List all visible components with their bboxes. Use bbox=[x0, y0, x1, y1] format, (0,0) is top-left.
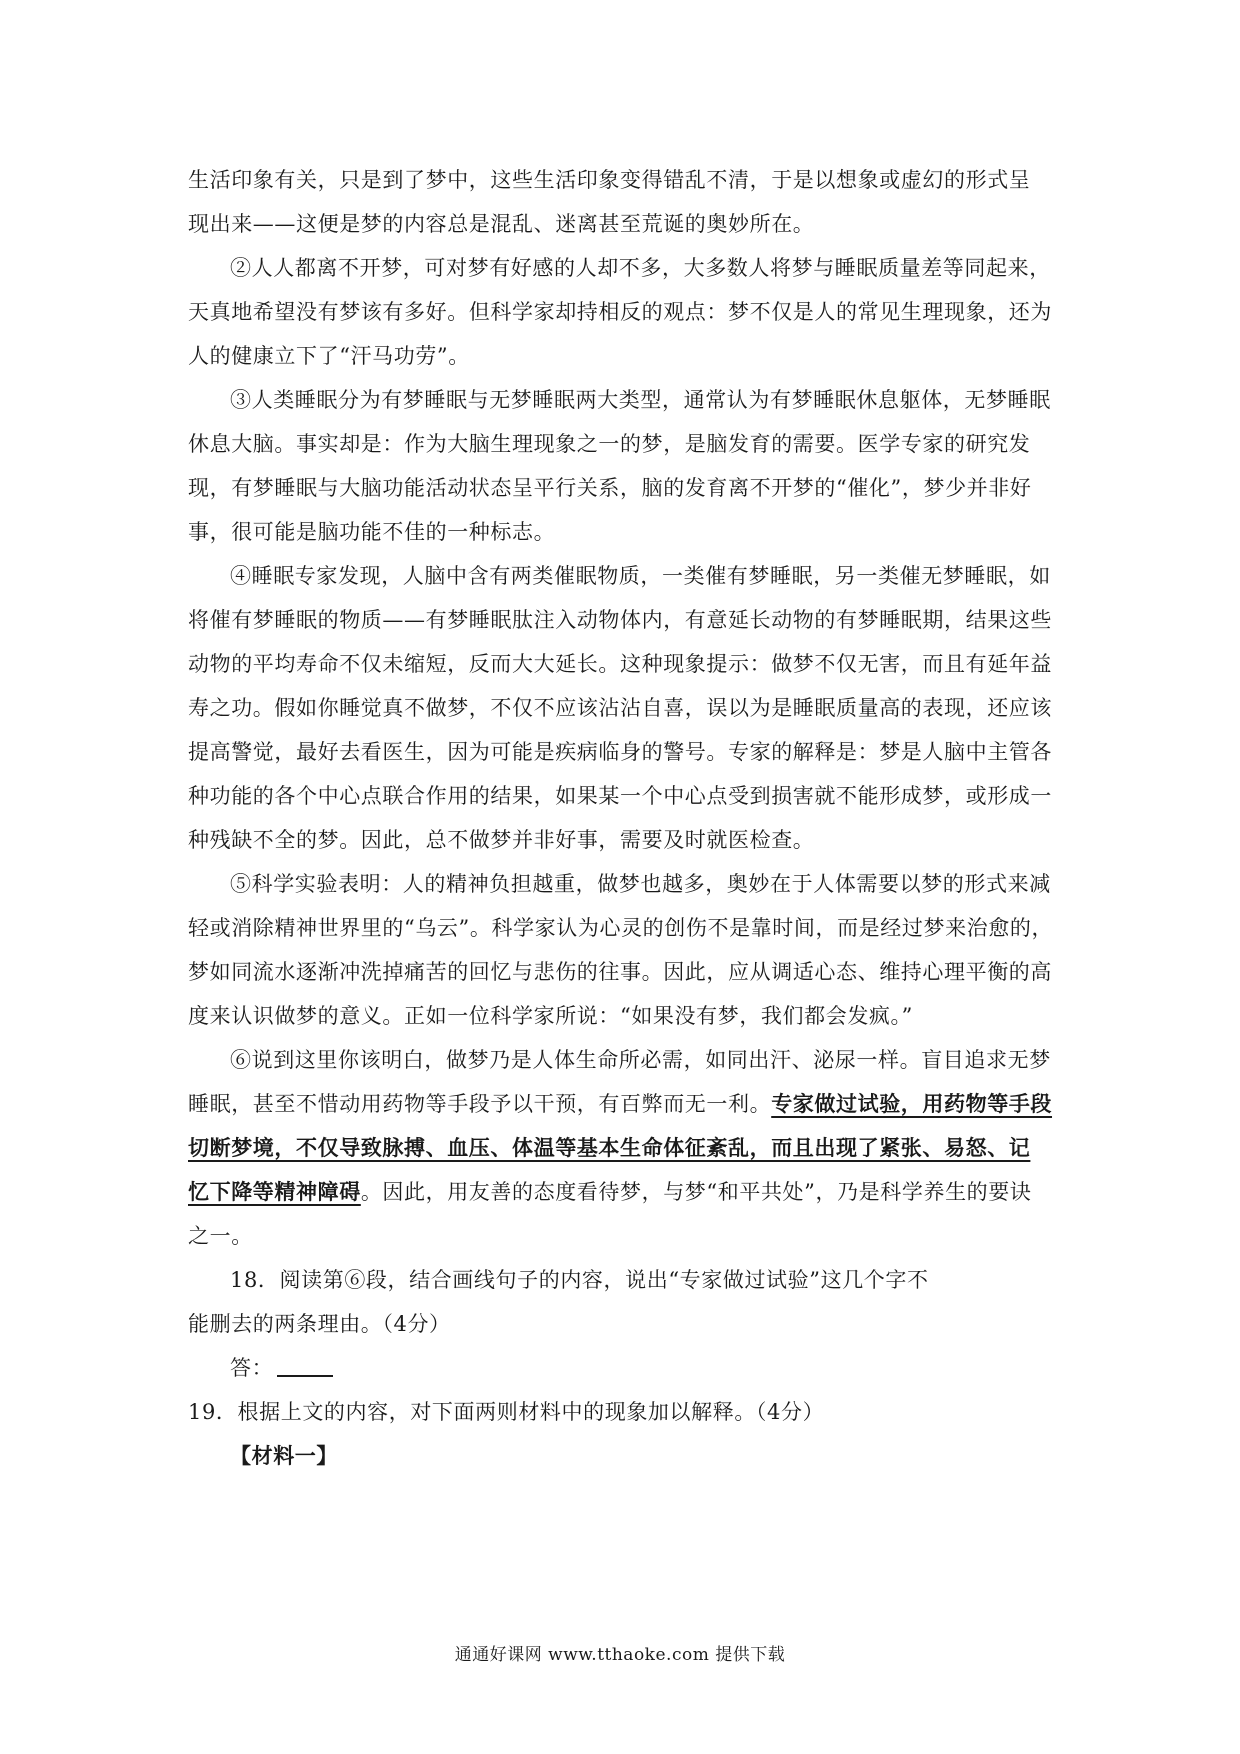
paragraph-2-line: ②人人都离不开梦，可对梦有好感的人却不多，大多数人将梦与睡眠质量差等同起来， bbox=[230, 256, 1051, 280]
paragraph-3-line: 事，很可能是脑功能不佳的一种标志。 bbox=[188, 520, 556, 544]
paragraph-6-line bbox=[188, 1126, 1060, 1170]
paragraph-4-line: 种功能的各个中心点联合作用的结果，如果某一个中心点受到损害就不能形成梦，或形成一 bbox=[188, 784, 1052, 808]
paragraph-2-line: 天真地希望没有梦该有多好。但科学家却持相反的观点：梦不仅是人的常见生理现象，还为 bbox=[188, 300, 1052, 324]
question-19: 19．根据上文的内容，对下面两则材料中的现象加以解释。（4分） bbox=[188, 1400, 825, 1424]
plain-text: 。因此，用友善的态度看待梦，与梦“和平共处”，乃是科学养生的要诀 bbox=[360, 1180, 1032, 1204]
paragraph-4-line: 动物的平均寿命不仅未缩短，反而大大延长。这种现象提示：做梦不仅无害，而且有延年益 bbox=[188, 652, 1052, 676]
material-heading bbox=[188, 1434, 1060, 1478]
paragraph-4-line: 寿之功。假如你睡觉真不做梦，不仅不应该沾沾自喜，误以为是睡眠质量高的表现，还应该 bbox=[188, 696, 1052, 720]
paragraph-4-line: ④睡眠专家发现，人脑中含有两类催眠物质，一类催有梦睡眠，另一类催无梦睡眠，如 bbox=[230, 564, 1051, 588]
paragraph-3-line: 现，有梦睡眠与大脑功能活动状态呈平行关系，脑的发育离不开梦的“催化”，梦少并非好 bbox=[188, 476, 1032, 500]
paragraph-3-line: ③人类睡眠分为有梦睡眠与无梦睡眠两大类型，通常认为有梦睡眠休息躯体，无梦睡眠 bbox=[230, 388, 1051, 412]
underlined-sentence: 专家做过试验，用药物等手段 bbox=[771, 1091, 1053, 1116]
paragraph-6-line bbox=[188, 1082, 1060, 1126]
underlined-sentence: 切断梦境，不仅导致脉搏、血压、体温等基本生命体征紊乱，而且出现了紧张、易怒、记 bbox=[188, 1135, 1031, 1160]
plain-text: 睡眠，甚至不惜动用药物等手段予以干预，有百弊而无一利。 bbox=[188, 1092, 772, 1116]
paragraph-5-line: ⑤科学实验表明：人的精神负担越重，做梦也越多，奥妙在于人体需要以梦的形式来减 bbox=[230, 872, 1051, 896]
material-label: 【材料一】 bbox=[230, 1443, 338, 1468]
paragraph-5-line: 轻或消除精神世界里的“乌云”。科学家认为心灵的创伤不是靠时间，而是经过梦来治愈的， bbox=[188, 916, 1054, 940]
paragraph-4-line: 种残缺不全的梦。因此，总不做梦并非好事，需要及时就医检查。 bbox=[188, 828, 815, 852]
paragraph-5-line: 梦如同流水逐渐冲洗掉痛苦的回忆与悲伤的往事。因此，应从调适心态、维持心理平衡的高 bbox=[188, 960, 1052, 984]
question-18-cont: 能删去的两条理由。（4分） bbox=[188, 1312, 451, 1336]
paragraph-4-line: 提高警觉，最好去看医生，因为可能是疾病临身的警号。专家的解释是：梦是人脑中主管各 bbox=[188, 740, 1052, 764]
answer-label: 答： bbox=[230, 1356, 274, 1380]
answer-blank[interactable] bbox=[277, 1355, 333, 1377]
paragraph-6-line: ⑥说到这里你该明白，做梦乃是人体生命所必需，如同出汗、泌尿一样。盲目追求无梦 bbox=[230, 1048, 1051, 1072]
paragraph-5-line: 度来认识做梦的意义。正如一位科学家所说：“如果没有梦，我们都会发疯。” bbox=[188, 1004, 913, 1028]
paragraph-6-line: 之一。 bbox=[188, 1224, 253, 1248]
passage-line: 现出来——这便是梦的内容总是混乱、迷离甚至荒诞的奥妙所在。 bbox=[188, 212, 815, 236]
passage-line: 生活印象有关，只是到了梦中，这些生活印象变得错乱不清，于是以想象或虚幻的形式呈 bbox=[188, 168, 1031, 192]
underlined-sentence: 忆下降等精神障碍 bbox=[188, 1179, 361, 1204]
footer-source: 通通好课网 www.tthaoke.com 提供下载 bbox=[454, 1645, 786, 1665]
paragraph-6-line bbox=[188, 1170, 1060, 1214]
paragraph-4-line: 将催有梦睡眠的物质——有梦睡眠肽注入动物体内，有意延长动物的有梦睡眠期，结果这些 bbox=[188, 608, 1052, 632]
question-18: 18．阅读第⑥段，结合画线句子的内容，说出“专家做过试验”这几个字不 bbox=[230, 1268, 929, 1292]
paragraph-2-line: 人的健康立下了“汗马功劳”。 bbox=[188, 344, 470, 368]
passage-body bbox=[188, 158, 1060, 1478]
paragraph-3-line: 休息大脑。事实却是：作为大脑生理现象之一的梦，是脑发育的需要。医学专家的研究发 bbox=[188, 432, 1031, 456]
answer-row bbox=[188, 1346, 1060, 1390]
